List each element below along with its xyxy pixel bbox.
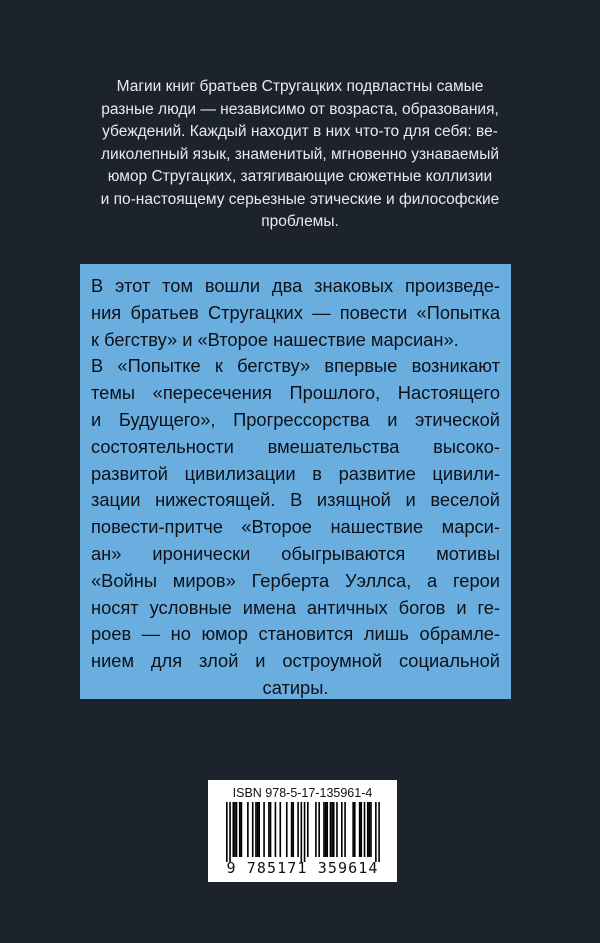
description-line: ан» иронически обыгрываются мотивы	[91, 542, 500, 564]
description-line: повести-притче «Второе нашествие марси-	[91, 516, 500, 538]
description-line: В этот том вошли два знаковых произведе-	[91, 275, 500, 296]
barcode-bar	[341, 802, 343, 857]
description-line: В «Попытке к бегству» впервые возникают	[91, 355, 500, 377]
barcode-bar	[286, 802, 288, 857]
barcode-bar	[378, 802, 380, 862]
barcode-bar	[318, 802, 320, 857]
barcode-bar	[333, 802, 335, 857]
barcode-bar	[367, 802, 369, 857]
barcode-bar	[352, 802, 354, 857]
barcode-bar	[247, 802, 249, 857]
description-box	[80, 264, 511, 699]
description-line: зации нижестоящей. В изящной и веселой	[91, 489, 500, 511]
description-line: сатиры.	[262, 676, 329, 698]
barcode-bar	[325, 802, 327, 857]
barcode-bar	[275, 802, 277, 857]
barcode-bar	[375, 802, 377, 862]
barcode-bar	[236, 802, 238, 857]
description-line: «Войны миров» Герберта Уэллса, а герои	[91, 569, 500, 591]
annotation-intro	[70, 76, 530, 234]
description-line: роев — но юмор становится лишь обрамле-	[91, 623, 500, 645]
barcode-bar	[307, 802, 309, 857]
description-line: ния братьев Стругацких — повести «Попытка	[91, 301, 500, 323]
intro-line: проблемы.	[261, 213, 339, 230]
barcode-panel	[208, 780, 397, 882]
barcode-bar	[292, 802, 294, 857]
description-line: носят условные имена античных богов и ге-	[91, 596, 500, 618]
barcode-bar	[330, 802, 332, 857]
barcode-bar	[258, 802, 260, 857]
barcode-bar	[315, 802, 317, 857]
barcode-bar	[297, 802, 299, 857]
barcode-bar	[291, 802, 293, 857]
barcode-bar	[241, 802, 243, 857]
barcode-bar	[336, 802, 338, 857]
description-line: темы «пересечения Прошлого, Настоящего	[91, 382, 500, 404]
barcode-bar	[354, 802, 356, 857]
barcode-bar	[255, 802, 257, 857]
description-line: развитой цивилизации в развитие цивили-	[91, 462, 500, 484]
barcode-digits: 9 785171 359614	[226, 859, 379, 877]
barcode-bar	[301, 802, 303, 862]
barcode-bar	[369, 802, 371, 857]
description-line: к бегству» и «Второе нашествие марсиан».	[91, 328, 459, 350]
barcode-bar	[257, 802, 259, 857]
barcode-bar	[263, 802, 265, 857]
barcode-bar	[360, 802, 362, 857]
barcode-bar	[304, 802, 306, 862]
barcode-bar	[364, 802, 366, 857]
barcode-bar	[279, 802, 281, 857]
description-line: состоятельности вмешательства высоко-	[91, 435, 500, 457]
barcode-bar	[370, 802, 372, 857]
isbn-label: ISBN 978-5-17-135961-4	[232, 786, 373, 800]
barcode-bar	[232, 802, 234, 857]
intro-line: Магии книг братьев Стругацких подвластны самые	[116, 78, 484, 95]
barcode-bar	[268, 802, 270, 857]
barcode-bar	[239, 802, 241, 857]
barcode-bar	[252, 802, 254, 857]
barcode-bar	[229, 802, 231, 862]
barcode-bar	[226, 802, 228, 862]
barcode-bar	[344, 802, 346, 857]
intro-line: и по-настоящему серьезные этические и философские	[100, 190, 500, 208]
barcode-bar	[323, 802, 325, 857]
barcode-bar	[359, 802, 361, 857]
barcode-bar	[331, 802, 333, 857]
intro-line: юмор Стругацких, затягивающие сюжетные коллизии	[107, 168, 493, 185]
intro-line: убеждений. Каждый находит в них что-то для себя: ве-	[102, 123, 498, 140]
intro-line: разные люди — независимо от возраста, образования,	[101, 100, 499, 118]
barcode-bar	[326, 802, 328, 857]
intro-line: ликолепный язык, знаменитый, мгновенно узнаваемый	[101, 145, 499, 163]
barcode-bar	[270, 802, 272, 857]
description-line: и Будущего», Прогрессорства и этической	[91, 408, 500, 430]
barcode-bar	[234, 802, 236, 857]
description-line: нием для злой и остроумной социальной	[91, 650, 500, 672]
barcode-icon	[216, 802, 389, 862]
